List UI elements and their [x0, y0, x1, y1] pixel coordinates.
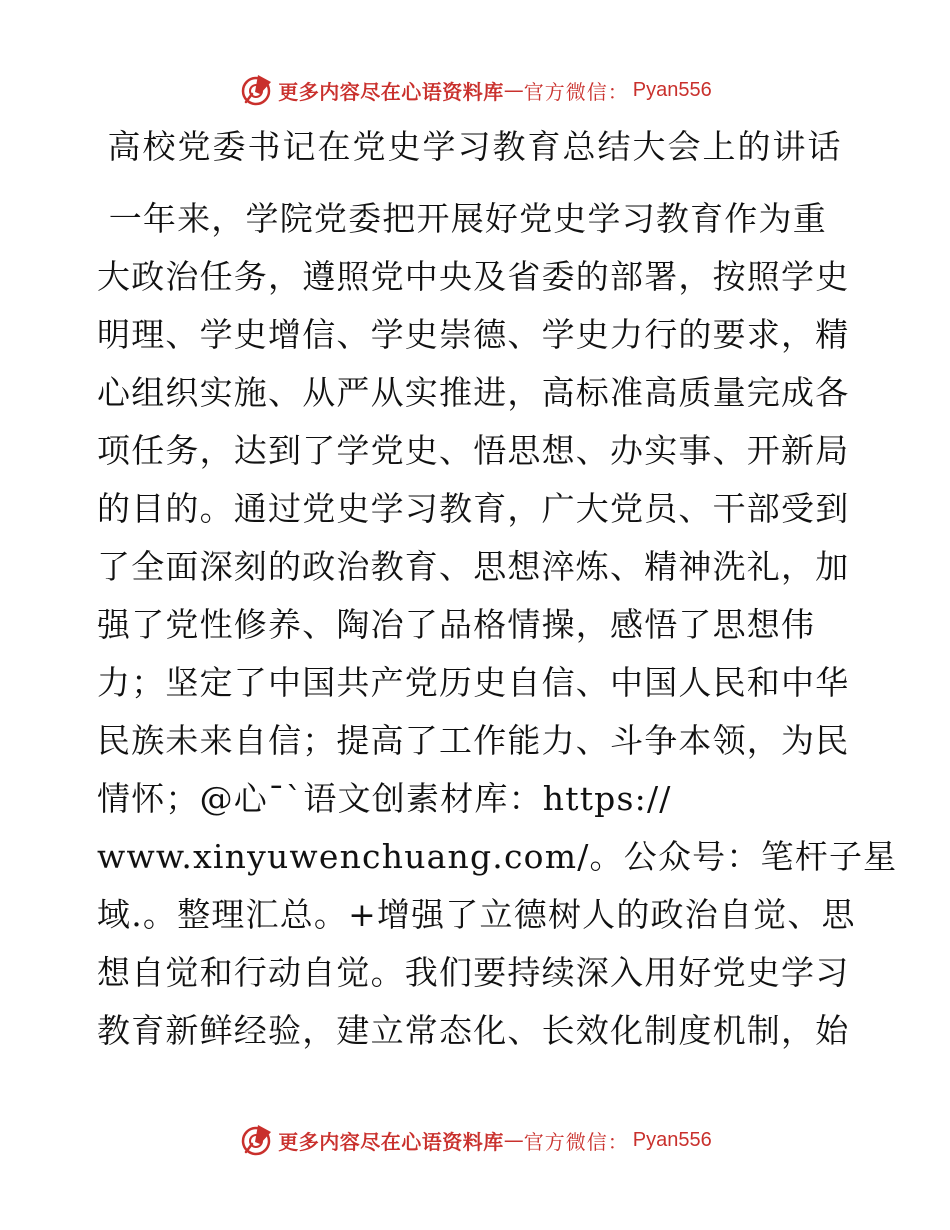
wechat-label: 官方微信： — [523, 1129, 629, 1154]
pen-logo-icon — [238, 72, 274, 108]
body-line: 心组织实施、从严从实推进，高标准高质量完成各 — [97, 373, 850, 412]
body-line: 域.。整理汇总。+增强了立德树人的政治自觉、思 — [97, 895, 856, 934]
body-line: 强了党性修养、陶冶了品格情操，感悟了思想伟 — [97, 605, 816, 644]
wechat-id: Pyan556 — [632, 1128, 712, 1151]
body-line: 情怀；@心¯`语文创素材库：https:// — [97, 779, 672, 818]
promo-text: 更多内容尽在心语资料库 — [278, 79, 504, 104]
body-line: 的目的。通过党史学习教育，广大党员、干部受到 — [97, 489, 850, 528]
body-line: 项任务，达到了学党史、悟思想、办实事、开新局 — [97, 431, 850, 470]
body-line: 力；坚定了中国共产党历史自信、中国人民和中华 — [97, 663, 850, 702]
body-line: 教育新鲜经验，建立常态化、长效化制度机制，始 — [97, 1011, 850, 1050]
body-line: 一年来，学院党委把开展好党史学习教育作为重 — [97, 199, 827, 238]
document-body — [97, 190, 898, 1060]
body-line: 想自觉和行动自觉。我们要持续深入用好党史学习 — [97, 953, 850, 992]
document-title: 高校党委书记在党史学习教育总结大会上的讲话 — [107, 127, 843, 166]
promo-dash: — — [503, 78, 524, 102]
body-line: 明理、学史增信、学史崇德、学史力行的要求，精 — [97, 315, 850, 354]
promo-text: 更多内容尽在心语资料库 — [278, 1129, 504, 1154]
wechat-label: 官方微信： — [523, 79, 629, 104]
body-line: 了全面深刻的政治教育、思想淬炼、精神洗礼，加 — [97, 547, 850, 586]
page-header — [0, 70, 950, 110]
body-line: 民族未来自信；提高了工作能力、斗争本领，为民 — [97, 721, 850, 760]
pen-logo-icon — [238, 1122, 274, 1158]
body-line: 大政治任务，遵照党中央及省委的部署，按照学史 — [97, 257, 850, 296]
wechat-id: Pyan556 — [632, 78, 712, 101]
body-line-url: www.xinyuwenchuang.com/。公众号：笔杆子星 — [97, 837, 898, 876]
promo-dash: — — [503, 1128, 524, 1152]
page-footer — [0, 1120, 950, 1160]
